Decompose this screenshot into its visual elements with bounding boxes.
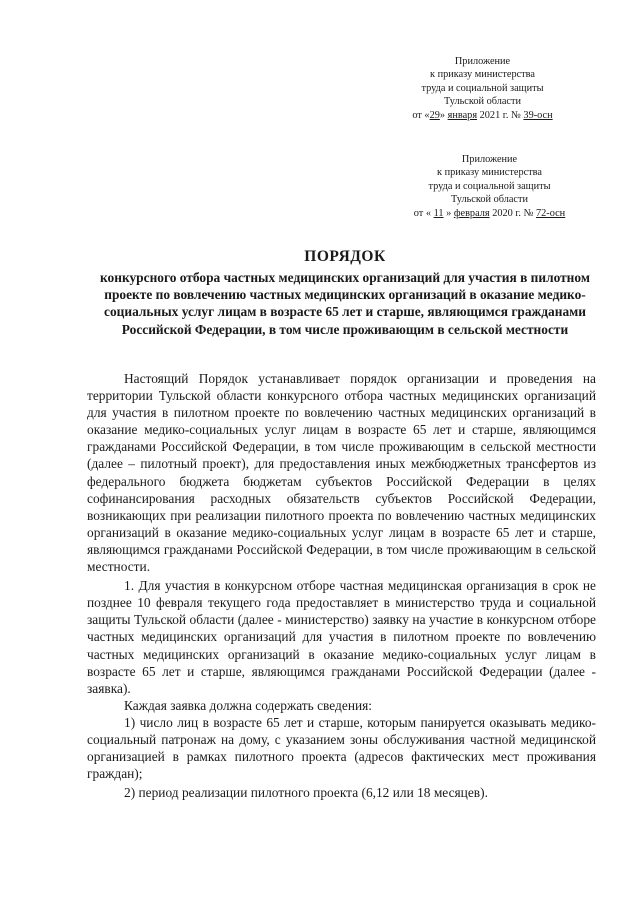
title-subheading: конкурсного отбора частных медицинских организаций для участия в пилотном проекте по вовлечению частных медицинских организаций в оказание медико-социальных услуг лицам в возрасте 65 лет и старше, являющимся гражданами Российской Федерации, в том числе проживающим в сельской местности <box>100 270 590 337</box>
appendix-region: Тульской области <box>443 96 521 108</box>
paragraph-item-1: 1. Для участия в конкурсном отборе частная медицинская организация в срок не позднее 10 февраля текущего года предоставляет в министерство труда и социальной защиты Тульской области (далее - министерство) заявку на участие в конкурсном отборе частных медицинских организаций для участия в пилотном проекте по вовлечению частных медицинских организаций в оказание медико-социальных услуг лицам в возрасте 65 лет и старше, являющимся гражданами Российской Федерации (далее - заявка). <box>87 578 596 696</box>
appendix-ministry: труда и социальной защиты <box>421 82 544 94</box>
date-day: 11 <box>433 207 444 219</box>
title-heading: ПОРЯДОК <box>304 248 386 265</box>
date-day: 29 <box>429 109 440 121</box>
paragraph-intro: Настоящий Порядок устанавливает порядок организации и проведения на территории Тульской области конкурсного отбора частных медицинских организаций для участия в пилотном проекте по вовлечению частных медицинских организаций в оказание медико-социальных услуг лицам в возрасте 65 лет и старше, являющимся гражданами Российской Федерации, в том числе проживающим в сельской местности (далее – пилотный проект), для предоставления иных межбюджетных трансфертов из федерального бюджета бюджетам субъектов Российской Федерации в целях софинансирования расходных обязательств субъектов Российской Федерации, возникающих при реализации пилотного проекта по вовлечению частных медицинских организаций в оказание медико-социальных услуг лицам в возрасте 65 лет и старше, являющимся гражданами Российской Федерации, в том числе проживающим в сельской местности. <box>87 371 596 575</box>
order-number: 72-осн <box>535 207 566 219</box>
document-body <box>87 370 596 801</box>
document-title <box>80 247 610 338</box>
order-number: 39-осн <box>523 109 553 121</box>
date-month: февраля <box>453 207 490 219</box>
date-prefix: от « <box>412 109 430 121</box>
appendix-header-previous <box>372 153 607 220</box>
appendix-order-ref: к приказу министерства <box>437 167 542 179</box>
date-month: января <box>447 109 478 121</box>
appendix-label: Приложение <box>454 56 511 67</box>
appendix-region: Тульской области <box>450 194 528 206</box>
date-year: 2020 г. № <box>489 207 536 219</box>
paragraph-subitem-2: 2) период реализации пилотного проекта (6,12 или 18 месяцев). <box>124 785 488 801</box>
date-mid: » <box>439 109 448 121</box>
appendix-date-line <box>360 109 605 122</box>
appendix-ministry: труда и социальной защиты <box>428 180 551 192</box>
paragraph-requirements: Каждая заявка должна содержать сведения: <box>124 697 373 713</box>
paragraph-subitem-1: 1) число лиц в возрасте 65 лет и старше, которым панируется оказывать медико-социальный патронаж на дому, с указанием зоны обслуживания частной медицинской организацией в рамках пилотного проекта (адресов фактических мест проживания граждан); <box>87 714 596 782</box>
appendix-order-ref: к приказу министерства <box>430 69 535 81</box>
appendix-date-line <box>372 207 607 220</box>
date-mid: » <box>443 207 454 219</box>
appendix-label: Приложение <box>461 154 518 165</box>
date-prefix: от « <box>413 207 434 219</box>
appendix-header-current <box>360 55 605 122</box>
date-year: 2021 г. № <box>477 109 524 121</box>
